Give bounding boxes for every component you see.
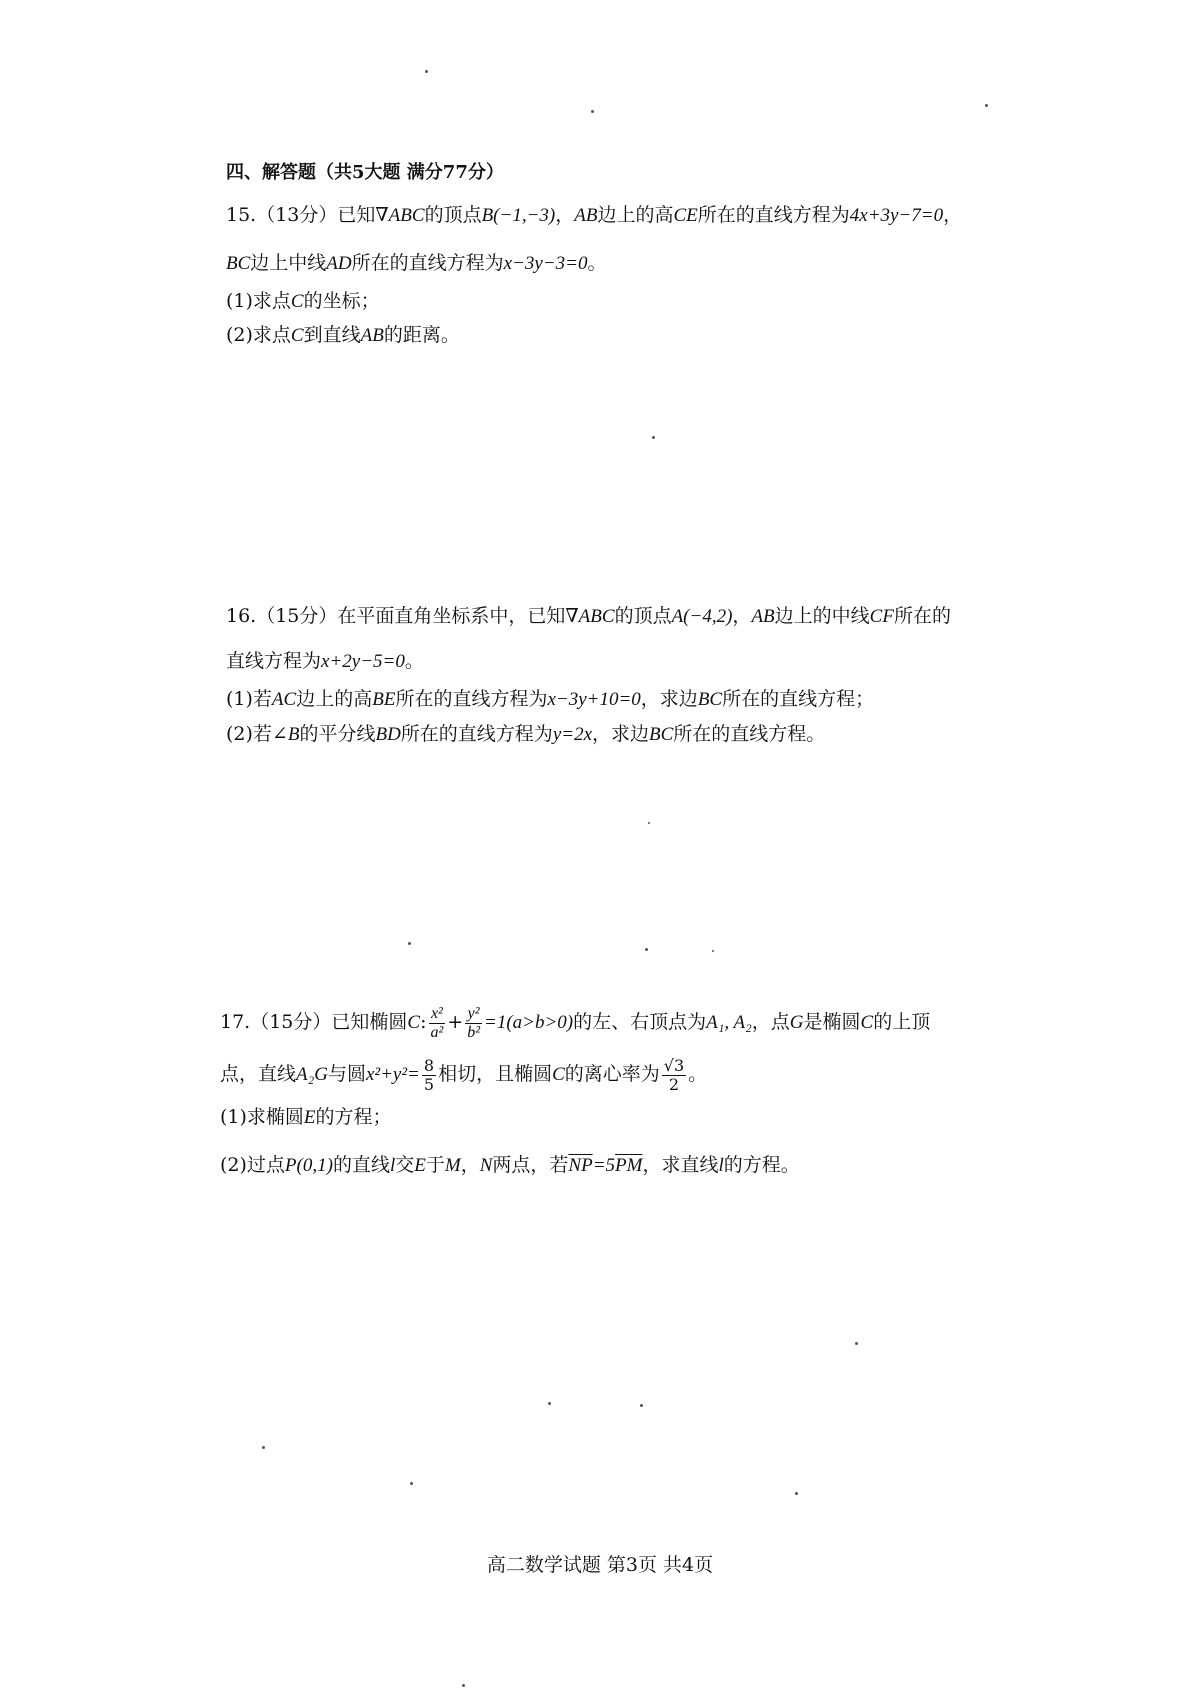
q16-part1-text: 边上的高 <box>296 688 373 710</box>
q16-part2-var: BC <box>649 724 674 745</box>
q15-text: 的顶点 <box>424 204 482 226</box>
q15-part2-text: (2)求点 <box>226 324 291 346</box>
q16-point-a: A(−4,2) <box>671 606 733 627</box>
q17-head: 17.（15分）已知椭圆 <box>220 1011 408 1033</box>
q17-text: 。 <box>688 1063 708 1085</box>
q17-text: 点，直线 <box>220 1063 297 1085</box>
q17-part2-text: 于 <box>425 1154 445 1176</box>
q17-line1 <box>220 996 930 1049</box>
q17-part2-text: ， <box>460 1154 480 1176</box>
q17-part2 <box>220 1152 800 1179</box>
q15-part2 <box>226 322 460 349</box>
scan-speck <box>640 1404 643 1407</box>
q15-text: ， <box>943 204 963 226</box>
scan-speck <box>712 950 714 952</box>
q15-part2-text: 的距离。 <box>383 324 460 346</box>
q16-part2 <box>226 721 825 748</box>
q16-part2-var: BD <box>375 724 401 745</box>
q17-part1-text: (1)求椭圆 <box>220 1106 304 1128</box>
q16-part1-text: ，求边 <box>640 688 698 710</box>
q15-ce: CE <box>673 205 698 226</box>
fraction-denominator: 5 <box>423 1074 435 1094</box>
q16-part2-equation: y=2x <box>552 724 592 745</box>
q17-part2-var: E <box>414 1155 426 1176</box>
q17-text: 与圆 <box>327 1063 366 1085</box>
q16-head: 16.（15分）在平面直角坐标系中，已知 <box>226 605 566 627</box>
q17-eccentricity-fraction <box>662 1057 686 1094</box>
fraction-numerator: y² <box>465 1005 482 1024</box>
q16-equation: x+2y−5=0 <box>321 651 405 672</box>
q16-part2-var: ∠B <box>271 724 300 745</box>
q17-vector-np: $\overline{NP}$ <box>568 1155 593 1176</box>
q17-part2-text: 交 <box>395 1154 415 1176</box>
q17-vector-pm: $\overline{PM}$ <box>615 1155 643 1176</box>
q16-ab: AB <box>751 606 775 627</box>
q17-ellipse-name: C <box>407 1012 421 1033</box>
q15-text: 边上中线 <box>250 252 327 274</box>
q17-ellipse-rhs: =1(a>b>0) <box>484 1012 574 1033</box>
q15-triangle: ∇ABC <box>375 205 425 226</box>
scan-speck <box>548 1402 551 1405</box>
scan-speck <box>408 942 411 945</box>
q16-text: 所在的 <box>893 605 951 627</box>
fraction-denominator: 2 <box>668 1074 680 1094</box>
q16-line2 <box>226 648 424 675</box>
q15-part2-var: AB <box>360 325 384 346</box>
section-title: 四、解答题（共5大题 满分77分） <box>226 162 504 183</box>
scan-speck <box>425 70 428 73</box>
q17-fraction-y <box>465 1005 482 1042</box>
q15-equation-2: x−3y−3=0 <box>503 253 588 274</box>
fraction-denominator: a² <box>430 1023 444 1041</box>
q16-text: 边上的中线 <box>774 605 870 627</box>
q16-text: 的顶点 <box>614 605 672 627</box>
q16-part1-text: 所在的直线方程； <box>722 688 875 710</box>
fraction-numerator: 8 <box>423 1055 435 1075</box>
q17-part2-text: 两点，若 <box>492 1154 569 1176</box>
q17-text: ，点 <box>751 1011 790 1033</box>
q15-text: 边上的高 <box>597 204 674 226</box>
q16-part2-text: 所在的直线方程。 <box>673 723 826 745</box>
scan-speck <box>262 1446 265 1449</box>
q16-part2-text: (2)若 <box>226 723 272 745</box>
q16-text: 。 <box>404 650 424 672</box>
q17-part2-text: 的直线 <box>332 1154 390 1176</box>
q15-part1-text: (1)求点 <box>226 290 291 312</box>
q17-part1-var: E <box>303 1107 316 1128</box>
q17-plus: + <box>447 1011 464 1033</box>
q15-text: ， <box>555 204 575 226</box>
q15-text: 。 <box>587 252 607 274</box>
q15-bc: BC <box>226 253 251 274</box>
scan-speck <box>652 436 655 439</box>
scan-speck <box>410 1482 413 1485</box>
q17-fraction-x <box>429 1005 446 1042</box>
scan-speck <box>462 1684 465 1687</box>
q15-equation-1: 4x+3y−7=0 <box>849 205 944 226</box>
q17-part1-text: 的方程； <box>315 1106 392 1128</box>
q17-part2-text: ，求直线 <box>642 1154 719 1176</box>
q16-part1-var: AC <box>271 689 297 710</box>
q17-ellipse-name: C <box>552 1064 565 1085</box>
q16-triangle: ∇ABC <box>565 606 615 627</box>
q16-cf: CF <box>869 606 894 627</box>
q17-point-g: G <box>789 1012 804 1033</box>
fraction-numerator: √3 <box>663 1055 685 1075</box>
fraction-numerator: x² <box>429 1005 446 1024</box>
q15-part2-text: 到直线 <box>303 324 361 346</box>
q15-text: 所在的直线方程为 <box>351 252 504 274</box>
q17-line-l: l <box>389 1155 396 1176</box>
q17-part2-text: (2)过点 <box>220 1154 285 1176</box>
q17-line2 <box>220 1048 707 1101</box>
q17-point-p: P(0,1) <box>284 1155 333 1176</box>
q16-part1-var: BE <box>372 689 396 710</box>
q15-ab: AB <box>574 205 598 226</box>
scan-speck <box>795 1492 798 1495</box>
q15-ad: AD <box>326 253 352 274</box>
q16-part1 <box>226 686 874 713</box>
q16-text: 直线方程为 <box>226 650 322 672</box>
scan-speck <box>645 948 648 951</box>
q15-line2 <box>226 250 607 277</box>
q15-part1-var: C <box>290 291 304 312</box>
q17-line-l: l <box>718 1155 724 1176</box>
q17-circle-eq: x²+y²= <box>365 1064 420 1085</box>
q17-colon: : <box>420 1011 427 1033</box>
q15-text: 所在的直线方程为 <box>697 204 850 226</box>
scan-speck <box>648 822 650 824</box>
q17-line-a2g: A₂G <box>296 1064 328 1085</box>
q17-text: 相切，且椭圆 <box>438 1063 553 1085</box>
scan-speck <box>855 1342 858 1345</box>
q16-part2-text: 所在的直线方程为 <box>400 723 553 745</box>
q15-part1 <box>226 288 380 315</box>
q17-part2-text: 的方程。 <box>723 1154 800 1176</box>
q15-line1 <box>226 202 962 229</box>
q15-head: 15.（13分）已知 <box>226 204 376 226</box>
page-footer: 高二数学试题 第3页 共4页 <box>486 1554 714 1576</box>
q17-text: 的离心率为 <box>564 1063 660 1085</box>
q16-part2-text: ，求边 <box>592 723 650 745</box>
q17-text: 的上顶 <box>873 1011 931 1033</box>
q16-part1-text: (1)若 <box>226 688 272 710</box>
fraction-denominator: b² <box>467 1023 481 1041</box>
q16-line1 <box>226 603 951 630</box>
q16-part1-text: 所在的直线方程为 <box>395 688 548 710</box>
q17-ellipse-name: C <box>860 1012 874 1033</box>
q15-part2-var: C <box>290 325 304 346</box>
q17-text: 的左、右顶点为 <box>573 1011 707 1033</box>
q16-text: ， <box>732 605 752 627</box>
q16-part1-var: BC <box>697 689 723 710</box>
q16-part2-text: 的平分线 <box>299 723 376 745</box>
q15-point-b: B(−1,−3) <box>481 205 556 226</box>
q15-part1-text: 的坐标； <box>303 290 380 312</box>
scan-speck <box>591 110 594 113</box>
scan-speck <box>985 104 988 107</box>
q17-vertices: A₁, A₂ <box>706 1012 752 1033</box>
q17-part1 <box>220 1104 392 1131</box>
q17-vector-eq: =5 <box>592 1155 616 1176</box>
q16-part1-equation: x−3y+10=0 <box>547 689 641 710</box>
q17-fraction-8-5 <box>422 1057 436 1094</box>
q17-text: 是椭圆 <box>803 1011 861 1033</box>
q17-point-m: M <box>444 1155 461 1176</box>
q17-point-n: N <box>479 1155 493 1176</box>
